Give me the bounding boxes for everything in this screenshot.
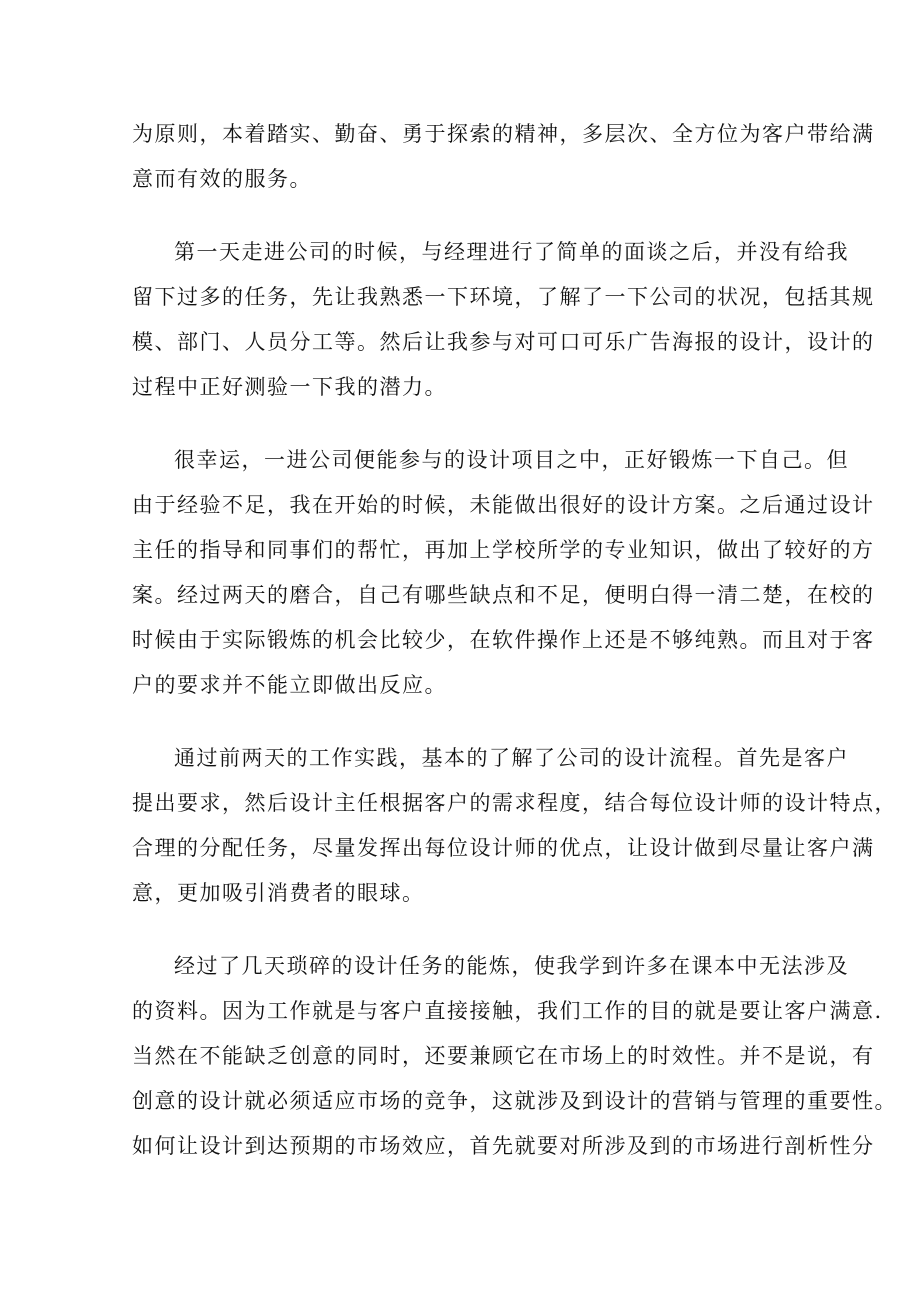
text-line: 经过了几天琐碎的设计任务的能炼，使我学到许多在课本中无法涉及 xyxy=(174,954,849,978)
text-line: 很幸运，一进公司便能参与的设计项目之中，正好锻炼一下自己。但 xyxy=(174,448,849,472)
text-line: 提出要求，然后设计主任根据客户的需求程度，结合每位设计师的设计特点， xyxy=(132,791,897,815)
text-line: 第一天走进公司的时候，与经理进行了简单的面谈之后，并没有给我 xyxy=(174,240,849,264)
text-line: 如何让设计到达预期的市场效应，首先就要对所涉及到的市场进行剖析性分 xyxy=(132,1134,875,1158)
paragraph-2 xyxy=(132,230,875,410)
paragraph-4 xyxy=(132,736,897,916)
text-line: 模、部门、人员分工等。然后让我参与对可口可乐广告海报的设计，设计的 xyxy=(132,330,875,354)
paragraph-3 xyxy=(132,438,875,708)
text-line: 留下过多的任务，先让我熟悉一下环境，了解了一下公司的状况，包括其规 xyxy=(132,285,875,309)
text-line: 通过前两天的工作实践，基本的了解了公司的设计流程。首先是客户 xyxy=(174,746,849,770)
text-line: 当然在不能缺乏创意的同时，还要兼顾它在市场上的时效性。并不是说，有 xyxy=(132,1044,875,1068)
text-line: 的资料。因为工作就是与客户直接接触，我们工作的目的就是要让客户满意. xyxy=(132,999,883,1023)
document-body xyxy=(132,112,897,1197)
text-line: 过程中正好测验一下我的潜力。 xyxy=(132,375,447,399)
text-line: 主任的指导和同事们的帮忙，再加上学校所学的专业知识，做出了较好的方 xyxy=(132,538,875,562)
paragraph-5 xyxy=(132,944,897,1169)
text-line: 合理的分配任务，尽量发挥出每位设计师的优点，让设计做到尽量让客户满 xyxy=(132,836,875,860)
text-line: 由于经验不足，我在开始的时候，未能做出很好的设计方案。之后通过设计 xyxy=(132,493,875,517)
text-line: 意而有效的服务。 xyxy=(132,167,312,191)
text-line: 案。经过两天的磨合，自己有哪些缺点和不足，便明白得一清二楚，在校的 xyxy=(132,583,875,607)
text-line: 为原则，本着踏实、勤奋、勇于探索的精神，多层次、全方位为客户带给满 xyxy=(132,122,875,146)
paragraph-1 xyxy=(132,112,875,202)
text-line: 创意的设计就必须适应市场的竞争，这就涉及到设计的营销与管理的重要性。 xyxy=(132,1089,897,1113)
text-line: 意，更加吸引消费者的眼球。 xyxy=(132,881,425,905)
text-line: 户的要求并不能立即做出反应。 xyxy=(132,673,447,697)
text-line: 时候由于实际锻炼的机会比较少，在软件操作上还是不够纯熟。而且对于客 xyxy=(132,628,875,652)
